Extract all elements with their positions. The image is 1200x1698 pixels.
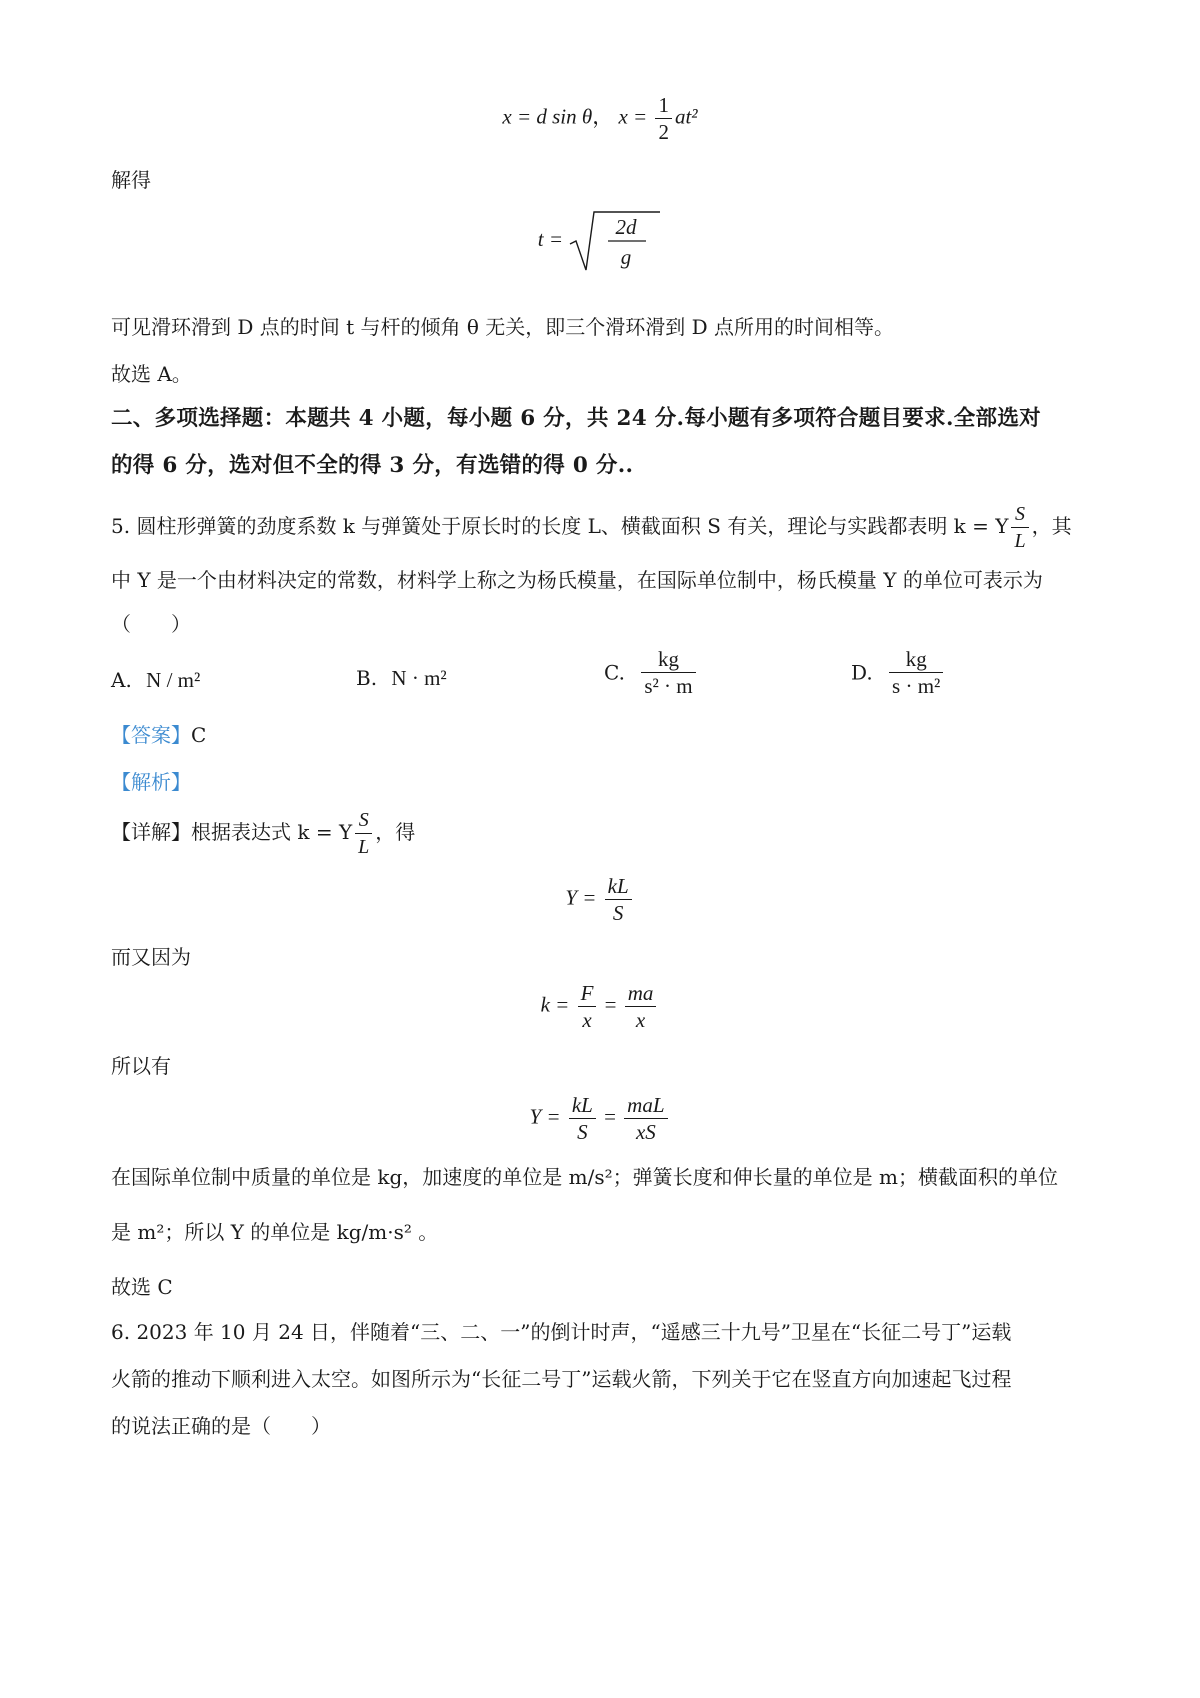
eq3-lhs: Y = (529, 1104, 561, 1129)
option-d-label: D. (851, 660, 873, 685)
equation-k-f-x (0, 980, 1200, 1033)
units-line2: 是 m²；所以 Y 的单位是 kg/m·s² 。 (111, 1220, 439, 1244)
t-eq-lhs: t = (537, 226, 563, 251)
eq2-equals: = (604, 992, 617, 1017)
section-header-line2: 的得 6 分，选对但不全的得 3 分，有选错的得 0 分.. (111, 453, 634, 478)
fraction-numerator: kL (569, 1092, 596, 1119)
option-b[interactable] (356, 666, 447, 691)
q5-text-a: 5. 圆柱形弹簧的劲度系数 k 与弹簧处于原长时的长度 L、横截面积 S 有关，理论与实践都表明 k = Y (111, 514, 1009, 538)
detail-text-b: ，得 (375, 820, 416, 844)
q5-choice: 故选 C (111, 1275, 173, 1299)
answer-value: C (191, 723, 207, 747)
prev-eq-sep: ， (592, 104, 614, 129)
fraction-denominator: L (1014, 530, 1026, 552)
conclusion-text: 可见滑环滑到 D 点的时间 t 与杆的倾角 θ 无关，即三个滑环滑到 D 点所用的时间相等。 (111, 315, 895, 339)
option-b-label: B. (356, 666, 378, 690)
fraction-denominator: x (582, 1008, 592, 1032)
prev-eq-1: x = d sin θ (502, 104, 593, 129)
q6-line1: 6. 2023 年 10 月 24 日，伴随着“三、二、一”的倒计时声，“遥感三十九号”卫星在“长征二号丁”运载 (111, 1320, 1012, 1344)
option-a-value: N / m² (146, 668, 201, 692)
detail-fraction (355, 807, 372, 860)
fraction-denominator: S (577, 1120, 588, 1144)
so-have: 所以有 (111, 1054, 171, 1078)
fraction-numerator: kg (889, 646, 943, 673)
fraction-denominator: L (358, 836, 370, 858)
q5-text-b: ，其 (1031, 514, 1072, 538)
fraction-numerator: kg (641, 646, 695, 673)
equation-y-kl-s (0, 873, 1200, 926)
answer-line (111, 721, 206, 749)
prev-equations (0, 92, 1200, 145)
option-c-label: C. (604, 660, 625, 685)
fraction-numerator: kL (605, 873, 632, 900)
fraction-numerator: S (1011, 501, 1028, 528)
prev-eq-2-rhs: at² (674, 104, 698, 129)
fraction-denominator: 2 (658, 120, 669, 144)
eq3-fraction-2 (624, 1092, 667, 1145)
option-a-label: A. (111, 668, 132, 692)
t-eq-den: g (621, 245, 632, 269)
jiede-label: 解得 (111, 168, 151, 192)
fraction-numerator: ma (625, 980, 657, 1007)
detail-tag: 【详解】 (111, 820, 191, 844)
option-d-fraction (889, 646, 943, 699)
detail-line (111, 804, 415, 860)
fraction-numerator: 1 (655, 92, 672, 119)
q5-line1 (111, 498, 1072, 554)
eq3-fraction-1 (569, 1092, 596, 1145)
eq1-fraction (605, 873, 632, 926)
fraction-numerator: F (578, 980, 597, 1007)
fraction-denominator: S (612, 901, 624, 925)
fraction-denominator: s² · m (644, 674, 693, 698)
q5-fraction (1011, 501, 1028, 554)
detail-text-a: 根据表达式 k = Y (191, 820, 353, 844)
q6-line3: 的说法正确的是（ ） (111, 1414, 331, 1438)
choice-prev: 故选 A。 (111, 362, 192, 386)
sqrt-symbol (568, 208, 662, 274)
eq2-lhs: k = (540, 992, 570, 1017)
answer-tag: 【答案】 (111, 723, 191, 747)
eq1-lhs: Y = (565, 885, 597, 910)
option-c[interactable] (604, 646, 699, 699)
fraction-denominator: s · m² (892, 674, 941, 698)
prev-eq-2-lhs: x = (618, 104, 648, 129)
eq2-fraction-1 (578, 980, 597, 1033)
eq3-equals: = (604, 1104, 616, 1129)
q5-paren: （ ） (111, 612, 191, 636)
t-equation (0, 208, 1200, 274)
q6-line2: 火箭的推动下顺利进入太空。如图所示为“长征二号丁”运载火箭，下列关于它在竖直方向加速起飞过程 (111, 1367, 1012, 1391)
fraction-numerator: S (355, 807, 372, 834)
option-a[interactable] (111, 668, 200, 693)
equation-y-mal-xs (0, 1092, 1200, 1145)
units-line1: 在国际单位制中质量的单位是 kg，加速度的单位是 m/s²；弹簧长度和伸长量的单位是 m；横截面积的单位 (111, 1165, 1058, 1189)
option-c-fraction (641, 646, 695, 699)
section-header-line1: 二、多项选择题：本题共 4 小题，每小题 6 分，共 24 分.每小题有多项符合题目要求.全部选对 (111, 406, 1041, 431)
fraction-denominator: xS (635, 1120, 656, 1144)
also-because: 而又因为 (111, 945, 191, 969)
eq2-fraction-2 (625, 980, 657, 1033)
analysis-tag: 【解析】 (111, 770, 191, 794)
fraction-numerator: maL (624, 1092, 667, 1119)
option-d[interactable] (851, 646, 946, 699)
t-eq-num: 2d (615, 215, 637, 239)
prev-eq-2-fraction (655, 92, 672, 145)
option-b-value: N · m² (391, 666, 447, 690)
q5-line2: 中 Y 是一个由材料决定的常数，材料学上称之为杨氏模量，在国际单位制中，杨氏模量 Y 的单位可表示为 (111, 568, 1043, 592)
fraction-denominator: x (635, 1008, 646, 1032)
